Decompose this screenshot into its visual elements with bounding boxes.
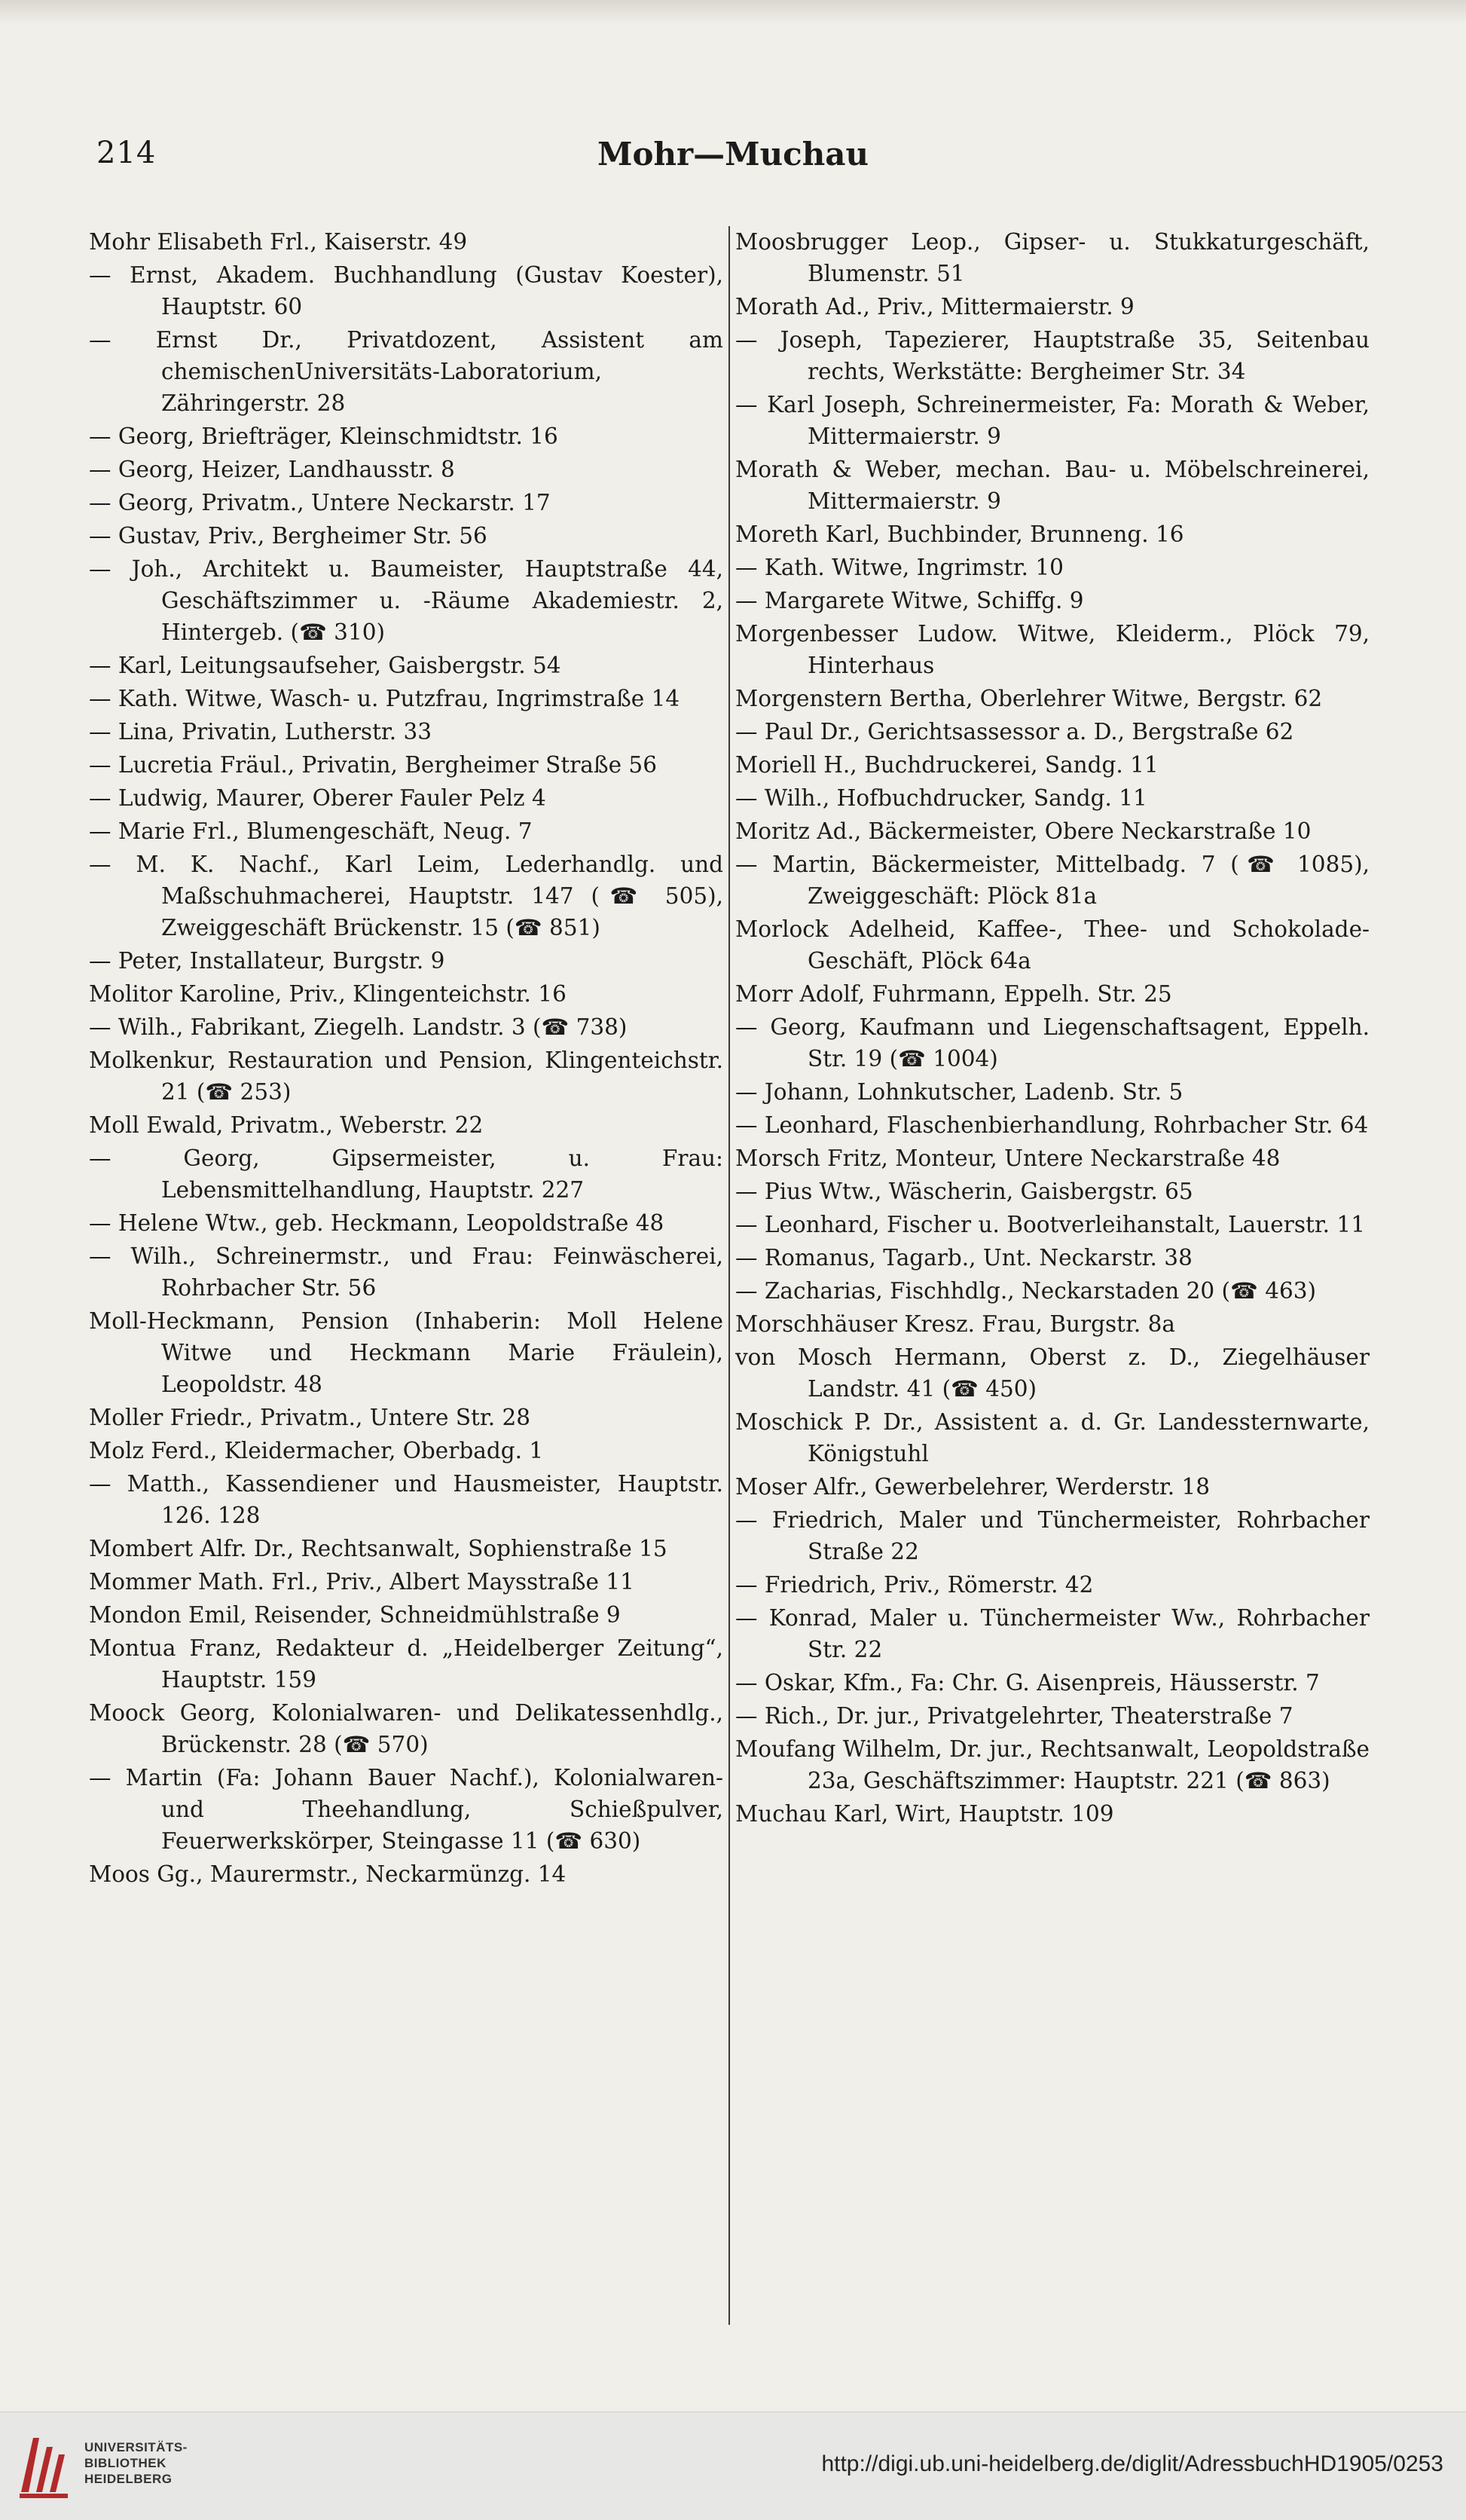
running-head: Mohr—Muchau — [597, 136, 869, 173]
directory-entry: — Wilh., Schreinermstr., und Frau: Feinwäscherei, Rohrbacher Str. 56 — [89, 1243, 723, 1301]
directory-entry: Molkenkur, Restauration und Pension, Klingenteichstr. 21 (☎ 253) — [89, 1047, 723, 1105]
directory-entry: — Wilh., Hofbuchdrucker, Sandg. 11 — [735, 785, 1147, 811]
directory-entry: — Ludwig, Maurer, Oberer Fauler Pelz 4 — [89, 785, 546, 811]
directory-entry: Moriell H., Buchdruckerei, Sandg. 11 — [735, 752, 1159, 778]
directory-entry: — Friedrich, Priv., Römerstr. 42 — [735, 1572, 1094, 1598]
directory-entry: — Joh., Architekt u. Baumeister, Hauptstraße 44, Geschäftszimmer u. -Räume Akademiestr. 2, Hintergeb. (☎ 310) — [89, 556, 723, 645]
directory-entry: — Gustav, Priv., Bergheimer Str. 56 — [89, 523, 487, 549]
directory-entry: — Helene Wtw., geb. Heckmann, Leopoldstraße 48 — [89, 1210, 664, 1236]
column-divider — [728, 226, 730, 2325]
directory-entry: von Mosch Hermann, Oberst z. D., Ziegelhäuser Landstr. 41 (☎ 450) — [735, 1344, 1370, 1402]
directory-entry: Morschhäuser Kresz. Frau, Burgstr. 8a — [735, 1311, 1175, 1337]
directory-entry: — Ernst Dr., Privatdozent, Assistent am chemischenUniversitäts-Laboratorium, Zähringerstr. 28 — [89, 327, 723, 416]
directory-entry: Montua Franz, Redakteur d. „Heidelberger Zeitung“, Hauptstr. 159 — [89, 1635, 723, 1693]
directory-entry: Muchau Karl, Wirt, Hauptstr. 109 — [735, 1801, 1114, 1827]
directory-entry: — Martin, Bäckermeister, Mittelbadg. 7 (☎ 1085), Zweiggeschäft: Plöck 81a — [735, 852, 1370, 909]
directory-entry: Molz Ferd., Kleidermacher, Oberbadg. 1 — [89, 1438, 544, 1463]
source-url-link[interactable]: http://digi.ub.uni-heidelberg.de/diglit/AdressbuchHD1905/0253 — [821, 2451, 1443, 2476]
directory-entry: — Matth., Kassendiener und Hausmeister, Hauptstr. 126. 128 — [89, 1471, 723, 1528]
directory-entry: — Kath. Witwe, Ingrimstr. 10 — [735, 555, 1064, 580]
directory-entry: — Leonhard, Fischer u. Bootverleihanstalt, Lauerstr. 11 — [735, 1212, 1365, 1237]
directory-entry: — Wilh., Fabrikant, Ziegelh. Landstr. 3 (☎ 738) — [89, 1014, 628, 1040]
directory-entry: Mombert Alfr. Dr., Rechtsanwalt, Sophienstraße 15 — [89, 1536, 667, 1561]
directory-entry: Moll Ewald, Privatm., Weberstr. 22 — [89, 1112, 484, 1138]
directory-entry: — Leonhard, Flaschenbierhandlung, Rohrbacher Str. 64 — [735, 1112, 1369, 1138]
directory-entry: Moll-Heckmann, Pension (Inhaberin: Moll Helene Witwe und Heckmann Marie Fräulein), Leopoldstr. 48 — [89, 1308, 723, 1397]
directory-entry: Morr Adolf, Fuhrmann, Eppelh. Str. 25 — [735, 981, 1172, 1007]
directory-entry: Moller Friedr., Privatm., Untere Str. 28 — [89, 1405, 531, 1430]
library-name-line: UNIVERSITÄTS- — [84, 2440, 188, 2454]
directory-entry: Mommer Math. Frl., Priv., Albert Maysstraße 11 — [89, 1569, 634, 1595]
directory-entry: Morath & Weber, mechan. Bau- u. Möbelschreinerei, Mittermaierstr. 9 — [735, 457, 1370, 514]
directory-columns — [89, 226, 1370, 2325]
directory-entry: Molitor Karoline, Priv., Klingenteichstr. 16 — [89, 981, 567, 1007]
directory-entry: — Friedrich, Maler und Tünchermeister, Rohrbacher Straße 22 — [735, 1507, 1370, 1564]
directory-entry: — Rich., Dr. jur., Privatgelehrter, Theaterstraße 7 — [735, 1703, 1293, 1729]
directory-entry: Moschick P. Dr., Assistent a. d. Gr. Landessternwarte, Königstuhl — [735, 1409, 1370, 1466]
directory-entry: — Kath. Witwe, Wasch- u. Putzfrau, Ingrimstraße 14 — [89, 686, 680, 711]
directory-entry: Moufang Wilhelm, Dr. jur., Rechtsanwalt, Leopoldstraße 23a, Geschäftszimmer: Hauptstr. 221 (☎ 863) — [735, 1736, 1370, 1794]
directory-entry: — Georg, Briefträger, Kleinschmidtstr. 16 — [89, 424, 558, 449]
directory-entry: — Joseph, Tapezierer, Hauptstraße 35, Seitenbau rechts, Werkstätte: Bergheimer Str. 34 — [735, 327, 1370, 384]
directory-entry: Moritz Ad., Bäckermeister, Obere Neckarstraße 10 — [735, 818, 1312, 844]
left-column — [89, 226, 723, 2325]
directory-entry: Morath Ad., Priv., Mittermaierstr. 9 — [735, 294, 1135, 320]
directory-entry: Morlock Adelheid, Kaffee-, Thee- und Schokolade-Geschäft, Plöck 64a — [735, 916, 1370, 974]
directory-entry: — Karl Joseph, Schreinermeister, Fa: Morath & Weber, Mittermaierstr. 9 — [735, 392, 1370, 449]
directory-entry: — Johann, Lohnkutscher, Ladenb. Str. 5 — [735, 1079, 1183, 1105]
directory-entry: — Konrad, Maler u. Tünchermeister Ww., Rohrbacher Str. 22 — [735, 1605, 1370, 1662]
directory-entry: — Peter, Installateur, Burgstr. 9 — [89, 948, 445, 974]
library-name-line: BIBLIOTHEK — [84, 2456, 166, 2470]
directory-entry: Moos Gg., Maurermstr., Neckarmünzg. 14 — [89, 1861, 567, 1887]
university-library-logo-icon — [17, 2432, 72, 2501]
directory-entry: — Georg, Kaufmann und Liegenschaftsagent, Eppelh. Str. 19 (☎ 1004) — [735, 1014, 1370, 1072]
directory-entry: — Marie Frl., Blumengeschäft, Neug. 7 — [89, 818, 533, 844]
directory-entry: — Martin (Fa: Johann Bauer Nachf.), Kolonialwaren- und Theehandlung, Schießpulver, Feuerwerkskörper, Steingasse 11 (☎ 630) — [89, 1765, 723, 1854]
directory-entry: — Zacharias, Fischhdlg., Neckarstaden 20 (☎ 463) — [735, 1278, 1317, 1304]
library-name — [84, 2439, 188, 2487]
directory-entry: Moock Georg, Kolonialwaren- und Delikatessenhdlg., Brückenstr. 28 (☎ 570) — [89, 1700, 723, 1757]
right-column — [735, 226, 1370, 2325]
directory-entry: — M. K. Nachf., Karl Leim, Lederhandlg. und Maßschuhmacherei, Hauptstr. 147 (☎ 505), Zweiggeschäft Brückenstr. 15 (☎ 851) — [89, 852, 723, 940]
directory-entry: — Lina, Privatin, Lutherstr. 33 — [89, 719, 432, 745]
directory-entry: — Georg, Privatm., Untere Neckarstr. 17 — [89, 490, 551, 515]
page-header — [96, 136, 1370, 188]
directory-entry: — Karl, Leitungsaufseher, Gaisbergstr. 54 — [89, 653, 561, 678]
directory-entry: Morsch Fritz, Monteur, Untere Neckarstraße 48 — [735, 1145, 1281, 1171]
scan-top-edge — [0, 0, 1466, 24]
directory-entry: — Lucretia Fräul., Privatin, Bergheimer Straße 56 — [89, 752, 657, 778]
page-number: 214 — [96, 136, 157, 170]
directory-entry: — Georg, Gipsermeister, u. Frau: Lebensmittelhandlung, Hauptstr. 227 — [89, 1145, 723, 1203]
directory-entry: — Romanus, Tagarb., Unt. Neckarstr. 38 — [735, 1245, 1193, 1271]
directory-entry: — Paul Dr., Gerichtsassessor a. D., Bergstraße 62 — [735, 719, 1294, 745]
directory-entry: — Georg, Heizer, Landhausstr. 8 — [89, 457, 455, 482]
library-name-line: HEIDELBERG — [84, 2472, 173, 2486]
directory-entry: Moser Alfr., Gewerbelehrer, Werderstr. 18 — [735, 1474, 1211, 1500]
directory-entry: — Margarete Witwe, Schiffg. 9 — [735, 588, 1084, 613]
directory-entry: Moreth Karl, Buchbinder, Brunneng. 16 — [735, 521, 1184, 547]
directory-entry: Mondon Emil, Reisender, Schneidmühlstraße 9 — [89, 1602, 621, 1628]
directory-entry: Morgenstern Bertha, Oberlehrer Witwe, Bergstr. 62 — [735, 686, 1323, 711]
directory-entry: Mohr Elisabeth Frl., Kaiserstr. 49 — [89, 229, 468, 255]
directory-entry: Moosbrugger Leop., Gipser- u. Stukkaturgeschäft, Blumenstr. 51 — [735, 229, 1370, 286]
directory-entry: — Ernst, Akadem. Buchhandlung (Gustav Koester), Hauptstr. 60 — [89, 262, 723, 320]
directory-entry: — Oskar, Kfm., Fa: Chr. G. Aisenpreis, Häusserstr. 7 — [735, 1670, 1320, 1696]
footer-bar — [0, 2411, 1466, 2520]
directory-entry: Morgenbesser Ludow. Witwe, Kleiderm., Plöck 79, Hinterhaus — [735, 621, 1370, 678]
directory-entry: — Pius Wtw., Wäscherin, Gaisbergstr. 65 — [735, 1179, 1193, 1204]
